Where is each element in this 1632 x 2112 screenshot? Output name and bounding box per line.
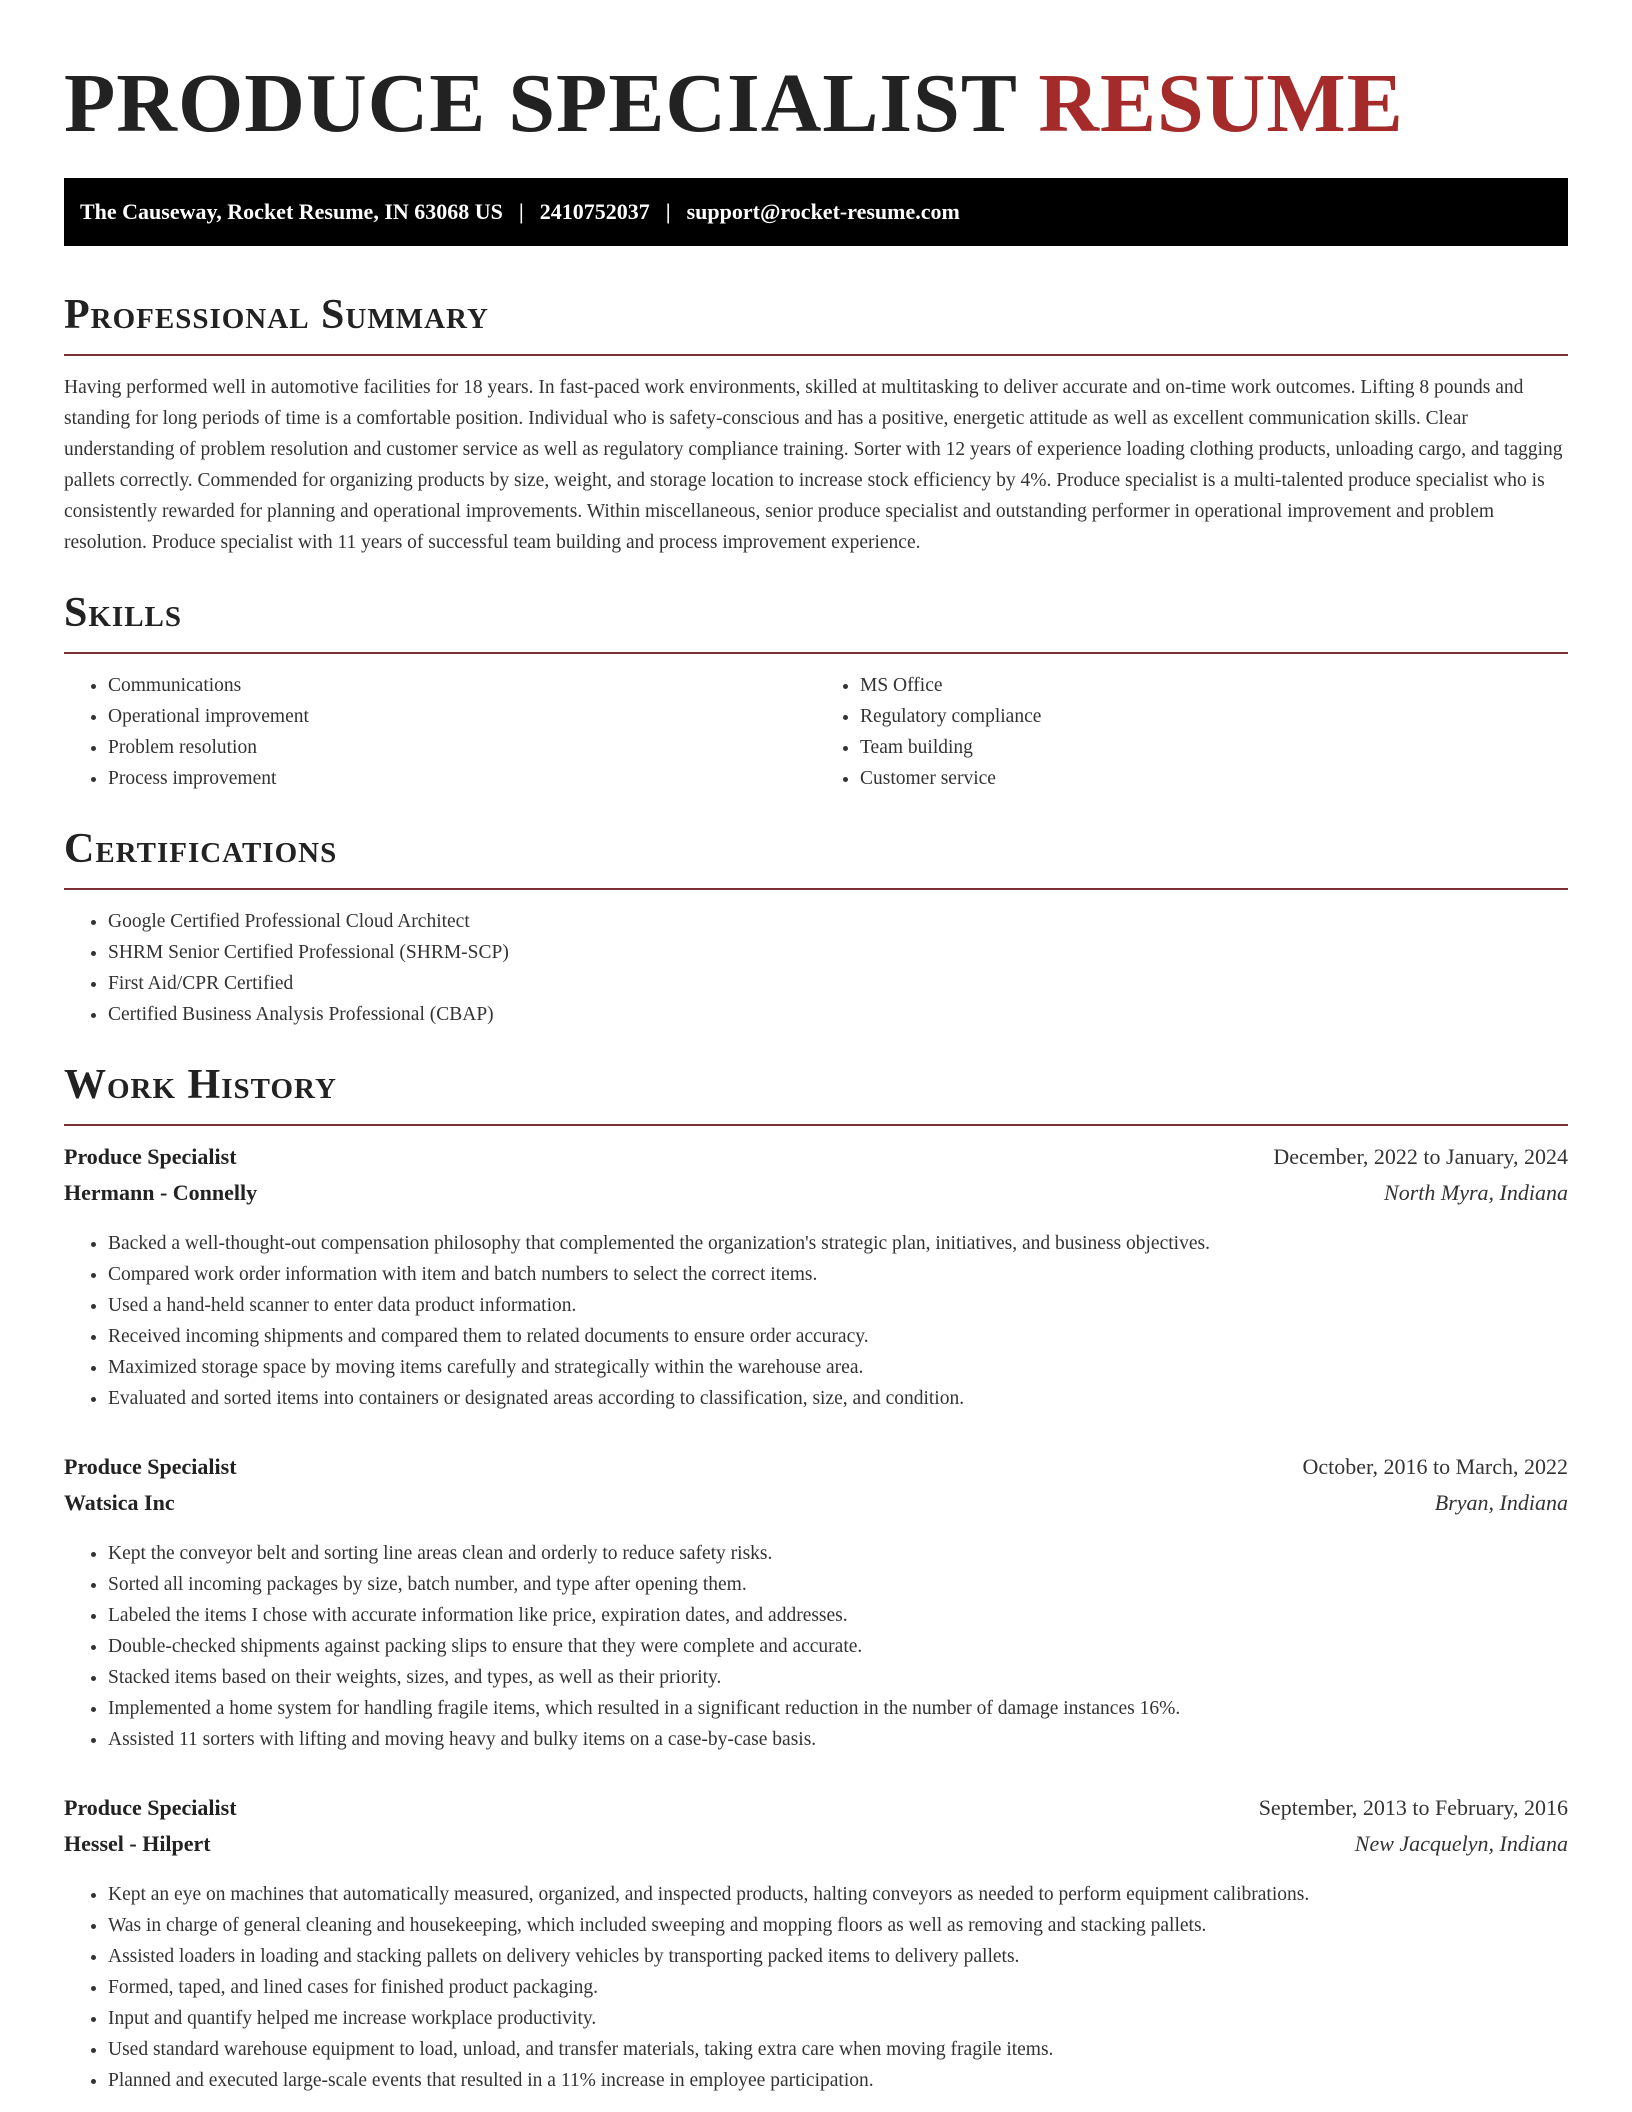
skill-item: • Problem resolution	[108, 732, 816, 763]
certification-item: • SHRM Senior Certified Professional (SHRM-SCP)	[108, 937, 1568, 968]
contact-bar	[64, 178, 1568, 246]
skill-item: • MS Office	[860, 670, 1568, 701]
contact-phone: 2410752037	[539, 199, 650, 224]
job-dates: October, 2016 to March, 2022	[1302, 1454, 1568, 1479]
certifications-list	[64, 906, 1568, 1030]
job-duty: • Assisted 11 sorters with lifting and moving heavy and bulky items on a case-by-case basis.	[108, 1724, 1568, 1755]
section-heading-summary: Professional Summary	[64, 292, 489, 338]
job-duties-list	[64, 1228, 1568, 1414]
job-entry	[64, 1144, 1568, 1414]
summary-text: Having performed well in automotive facilities for 18 years. In fast-paced work environments, skilled at multitasking to deliver accurate and on-time work outcomes. Lifting 8 pounds and standing for long periods of time is a comfortable position. Individual who is safety-conscious and has a positive, energetic attitude as well as excellent communication skills. Clear understanding of problem resolution and customer service as well as regulatory compliance training. Sorter with 12 years of experience loading clothing products, unloading cargo, and tagging pallets correctly. Commended for organizing products by size, weight, and storage location to increase stock efficiency by 4%. Produce specialist is a multi-talented produce specialist who is consistently rewarded for planning and operational improvements. Within miscellaneous, senior produce specialist and outstanding performer in operational improvement and problem resolution. Produce specialist with 11 years of successful team building and process improvement experience.	[64, 377, 1563, 553]
skill-item: • Team building	[860, 732, 1568, 763]
job-subheader-row	[64, 1831, 1568, 1867]
job-duty: • Was in charge of general cleaning and housekeeping, which included sweeping and mopping floors as well as removing and stacking pallets.	[108, 1910, 1568, 1941]
job-header-row	[64, 1454, 1568, 1490]
certifications-section	[64, 824, 1568, 1030]
section-divider	[64, 1124, 1568, 1126]
job-dates: December, 2022 to January, 2024	[1273, 1144, 1568, 1169]
section-divider	[64, 888, 1568, 890]
resume-title	[64, 56, 1568, 152]
job-title: Produce Specialist	[64, 1144, 237, 1169]
skill-item: • Regulatory compliance	[860, 701, 1568, 732]
job-duty: • Double-checked shipments against packing slips to ensure that they were complete and accurate.	[108, 1631, 1568, 1662]
job-duty: • Input and quantify helped me increase workplace productivity.	[108, 2003, 1568, 2034]
section-heading-work-history: Work History	[64, 1062, 337, 1108]
job-entry	[64, 1454, 1568, 1755]
job-title: Produce Specialist	[64, 1454, 237, 1479]
contact-separator: |	[665, 199, 671, 224]
job-duty: • Used standard warehouse equipment to load, unload, and transfer materials, taking extra care when moving fragile items.	[108, 2034, 1568, 2065]
contact-email: support@rocket-resume.com	[686, 199, 960, 224]
job-subheader-row	[64, 1180, 1568, 1216]
skills-section	[64, 588, 1568, 794]
job-subheader-row	[64, 1490, 1568, 1526]
title-main: PRODUCE SPECIALIST	[64, 57, 1017, 150]
job-company: Watsica Inc	[64, 1490, 175, 1515]
section-heading-skills: Skills	[64, 590, 183, 636]
skill-item: • Communications	[108, 670, 816, 701]
job-duty: • Kept an eye on machines that automatically measured, organized, and inspected products, halting conveyors as needed to perform equipment calibrations.	[108, 1879, 1568, 1910]
professional-summary-section	[64, 290, 1568, 558]
job-duties-list	[64, 1879, 1568, 2096]
job-company: Hessel - Hilpert	[64, 1831, 211, 1856]
section-heading-certifications: Certifications	[64, 826, 338, 872]
job-duty: • Sorted all incoming packages by size, batch number, and type after opening them.	[108, 1569, 1568, 1600]
job-header-row	[64, 1795, 1568, 1831]
job-duty: • Kept the conveyor belt and sorting line areas clean and orderly to reduce safety risks.	[108, 1538, 1568, 1569]
job-duty: • Stacked items based on their weights, sizes, and types, as well as their priority.	[108, 1662, 1568, 1693]
job-location: New Jacquelyn, Indiana	[1354, 1831, 1568, 1856]
contact-address: The Causeway, Rocket Resume, IN 63068 US	[80, 199, 503, 224]
skill-item: • Customer service	[860, 763, 1568, 794]
section-divider	[64, 354, 1568, 356]
skill-item: • Operational improvement	[108, 701, 816, 732]
job-location: Bryan, Indiana	[1434, 1490, 1568, 1515]
job-duties-list	[64, 1538, 1568, 1755]
job-company: Hermann - Connelly	[64, 1180, 258, 1205]
certification-item: • First Aid/CPR Certified	[108, 968, 1568, 999]
job-location: North Myra, Indiana	[1384, 1180, 1568, 1205]
job-title: Produce Specialist	[64, 1795, 237, 1820]
skills-list-left	[64, 670, 816, 794]
job-dates: September, 2013 to February, 2016	[1258, 1795, 1568, 1820]
section-divider	[64, 652, 1568, 654]
certification-item: • Certified Business Analysis Professional (CBAP)	[108, 999, 1568, 1030]
job-duty: • Planned and executed large-scale events that resulted in a 11% increase in employee participation.	[108, 2065, 1568, 2096]
job-duty: • Used a hand-held scanner to enter data product information.	[108, 1290, 1568, 1321]
job-duty: • Compared work order information with item and batch numbers to select the correct items.	[108, 1259, 1568, 1290]
job-duty: • Implemented a home system for handling fragile items, which resulted in a significant reduction in the number of damage instances 16%.	[108, 1693, 1568, 1724]
job-duty: • Backed a well-thought-out compensation philosophy that complemented the organization's strategic plan, initiatives, and business objectives.	[108, 1228, 1568, 1259]
job-duty: • Received incoming shipments and compared them to related documents to ensure order accuracy.	[108, 1321, 1568, 1352]
job-duty: • Labeled the items I chose with accurate information like price, expiration dates, and addresses.	[108, 1600, 1568, 1631]
job-duty: • Maximized storage space by moving items carefully and strategically within the warehouse area.	[108, 1352, 1568, 1383]
job-header-row	[64, 1144, 1568, 1180]
job-duty: • Assisted loaders in loading and stacking pallets on delivery vehicles by transporting packed items to delivery pallets.	[108, 1941, 1568, 1972]
skills-list-right	[816, 670, 1568, 794]
contact-separator: |	[518, 199, 524, 224]
skill-item: • Process improvement	[108, 763, 816, 794]
job-duty: • Formed, taped, and lined cases for finished product packaging.	[108, 1972, 1568, 2003]
certification-item: • Google Certified Professional Cloud Architect	[108, 906, 1568, 937]
job-duty: • Evaluated and sorted items into containers or designated areas according to classification, size, and condition.	[108, 1383, 1568, 1414]
title-accent: RESUME	[1038, 57, 1404, 150]
work-history-section	[64, 1060, 1568, 2096]
job-entry	[64, 1795, 1568, 2096]
skills-columns	[64, 670, 1568, 794]
